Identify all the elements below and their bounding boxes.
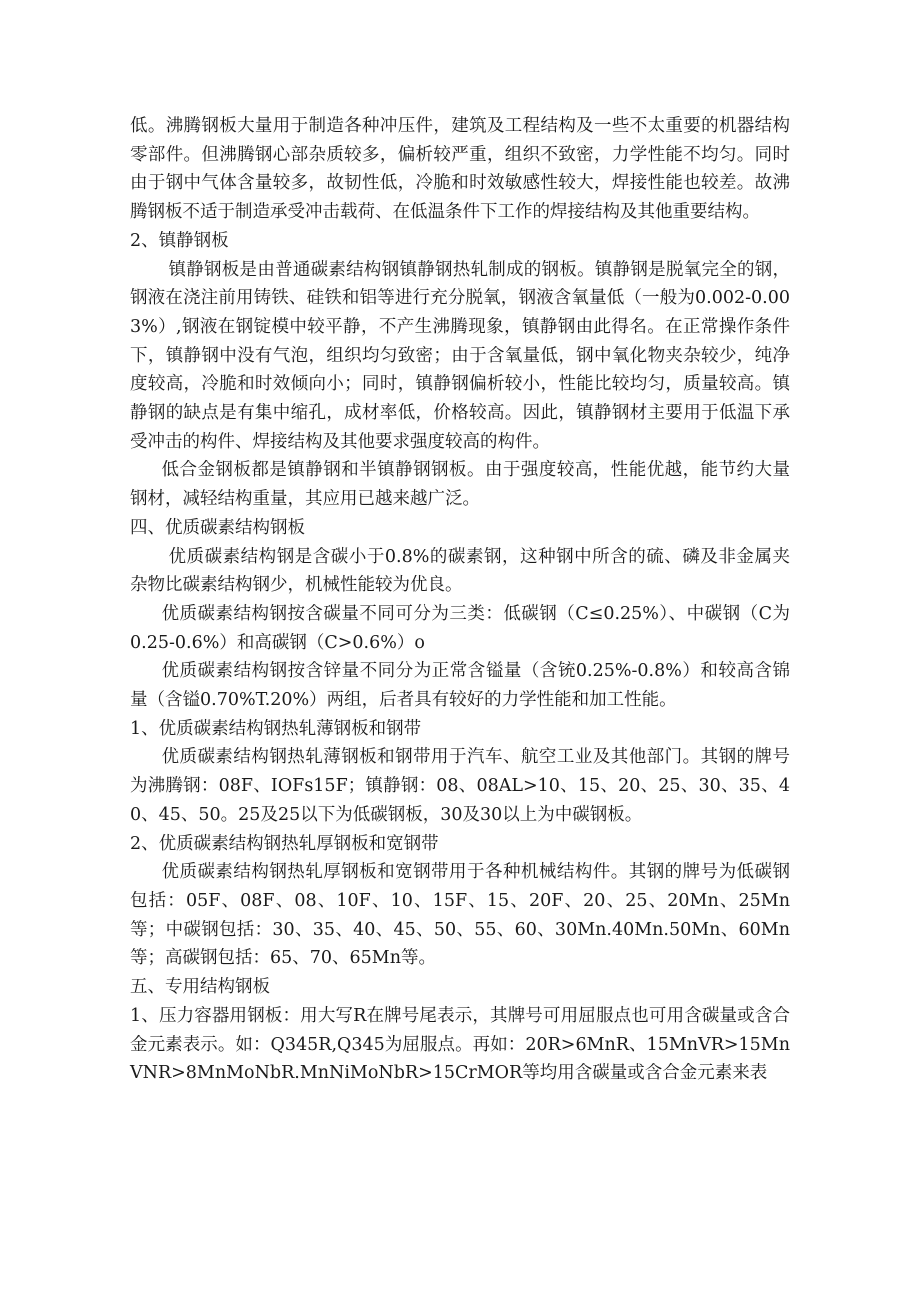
paragraph-pressure-vessel-plate: 1、压力容器用钢板：用大写R在牌号尾表示，其牌号可用屈服点也可用含碳量或含合金元素表示。如：Q345R,Q345为屈服点。再如：20R>6MnR、15MnVR>15MnVNR>8MnMoNbR.MnNiMoNbR>15CrMOR等均用含碳量或含合金元素来表: [130, 1005, 790, 1084]
paragraph-low-alloy-steel: 低合金钢板都是镇静钢和半镇静钢钢板。由于强度较高，性能优越，能节约大量钢材，减轻结构重量，其应用已越来越广泛。: [130, 460, 790, 510]
heading-quality-carbon-steel: 四、优质碳素结构钢板: [130, 517, 305, 538]
paragraph-quality-carbon-definition: 优质碳素结构钢是含碳小于0.8%的碳素钢，这种钢中所含的硫、磷及非金属夹杂物比碳素结构钢少，机械性能较为优良。: [130, 546, 790, 596]
paragraph-hot-rolled-thin-plate: 优质碳素结构钢热轧薄钢板和钢带用于汽车、航空工业及其他部门。其钢的牌号为沸腾钢：08F、IOFs15F；镇静钢：08、08AL>10、15、20、25、30、35、40、45、50。25及25以下为低碳钢板，30及30以上为中碳钢板。: [130, 747, 790, 825]
paragraph-manganese-content-classes: 优质碳素结构钢按含锌量不同分为正常含镒量（含铳0.25%-0.8%）和较高含锦量（含镒0.70%T.20%）两组，后者具有较好的力学性能和加工性能。: [130, 661, 790, 711]
paragraph-hot-rolled-thick-plate: 优质碳素结构钢热轧厚钢板和宽钢带用于各种机械结构件。其钢的牌号为低碳钢包括：05F、08F、08、10F、10、15F、15、20F、20、25、20Mn、25Mn等；中碳钢包括：30、35、40、45、50、55、60、30Mn.40Mn.50Mn、60Mn等；高碳钢包括：65、70、65Mn等。: [130, 862, 790, 969]
document-body: [130, 112, 790, 1088]
heading-hot-rolled-thick-plate: 2、优质碳素结构钢热轧厚钢板和宽钢带: [130, 833, 439, 854]
paragraph-boiling-steel-continued: 低。沸腾钢板大量用于制造各种冲压件，建筑及工程结构及一些不太重要的机器结构零部件。但沸腾钢心部杂质较多，偏析较严重，组织不致密，力学性能不均匀。同时由于钢中气体含量较多，故韧性低，冷脆和时效敏感性较大，焊接性能也较差。故沸腾钢板不适于制造承受冲击载荷、在低温条件下工作的焊接结构及其他重要结构。: [130, 116, 790, 223]
heading-killed-steel-plate: 2、镇静钢板: [130, 230, 229, 251]
paragraph-carbon-content-classes: 优质碳素结构钢按含碳量不同可分为三类：低碳钢（C≤0.25%）、中碳钢（C为0.25-0.6%）和高碳钢（C>0.6%）o: [130, 603, 790, 653]
heading-special-structural-plate: 五、专用结构钢板: [130, 977, 270, 998]
paragraph-killed-steel: 镇静钢板是由普通碳素结构钢镇静钢热轧制成的钢板。镇静钢是脱氧完全的钢，钢液在浇注前用铸铁、硅铁和铝等进行充分脱氧，钢液含氧量低（一般为0.002-0.003%）,钢液在钢锭模中较平静，不产生沸腾现象，镇静钢由此得名。在正常操作条件下，镇静钢中没有气泡，组织均匀致密；由于含氧量低，钢中氧化物夹杂较少，纯净度较高，冷脆和时效倾向小；同时，镇静钢偏析较小，性能比较均匀，质量较高。镇静钢的缺点是有集中缩孔，成材率低，价格较高。因此，镇静钢材主要用于低温下承受冲击的构件、焊接结构及其他要求强度较高的构件。: [130, 259, 790, 452]
heading-hot-rolled-thin-plate: 1、优质碳素结构钢热轧薄钢板和钢带: [130, 718, 422, 739]
